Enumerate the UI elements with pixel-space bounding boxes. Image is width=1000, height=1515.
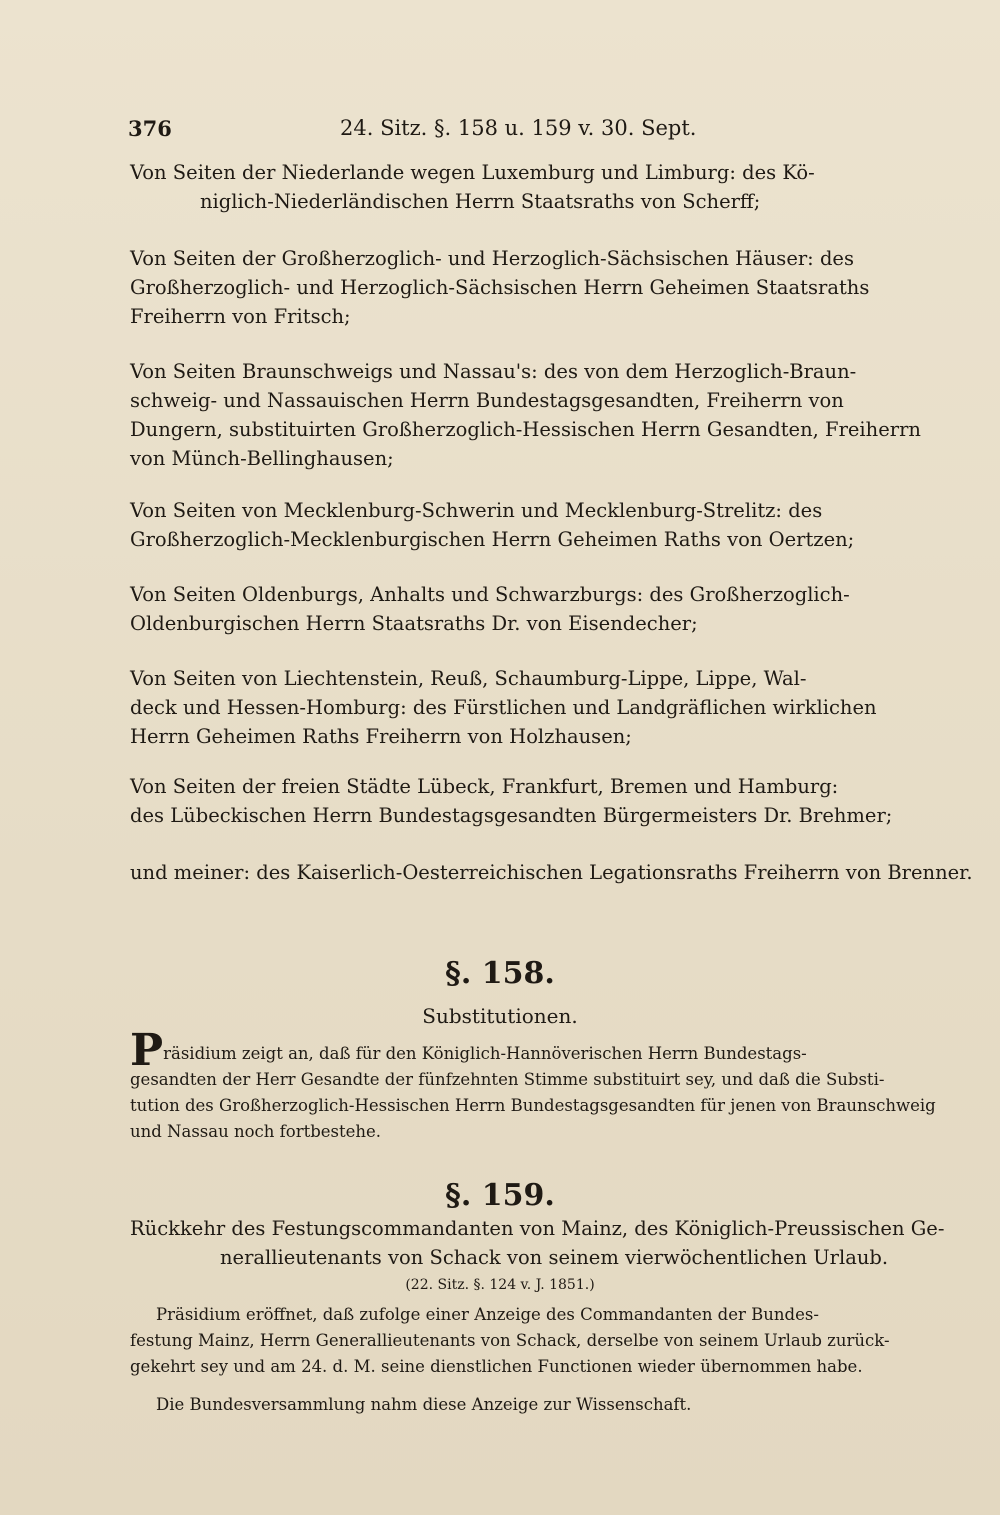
running-head: 24. Sitz. §. 158 u. 159 v. 30. Sept. bbox=[340, 116, 697, 140]
text-line: Von Seiten Braunschweigs und Nassau's: des von dem Herzoglich-Braun- bbox=[130, 360, 857, 383]
text-line: tution des Großherzoglich-Hessischen Herrn Bundestagsgesandten für jenen von Braunschweig bbox=[130, 1096, 936, 1115]
text-line: Großherzoglich-Mecklenburgischen Herrn Geheimen Raths von Oertzen; bbox=[130, 528, 855, 551]
text-line: Von Seiten der freien Städte Lübeck, Frankfurt, Bremen und Hamburg: bbox=[130, 775, 839, 798]
text-line: Die Bundesversammlung nahm diese Anzeige zur Wissenschaft. bbox=[156, 1395, 692, 1414]
text-line: deck und Hessen-Homburg: des Fürstlichen und Landgräflichen wirklichen bbox=[130, 696, 877, 719]
section-159-title bbox=[130, 1214, 945, 1272]
text-line: Freiherrn von Fritsch; bbox=[130, 305, 351, 328]
section-158-body bbox=[130, 1025, 936, 1145]
section-159-body bbox=[130, 1302, 906, 1380]
section-158-subtitle: Substitutionen. bbox=[422, 1004, 578, 1028]
text-line: schweig- und Nassauischen Herrn Bundestagsgesandten, Freiherrn von bbox=[130, 389, 844, 412]
section-159-heading: §. 159. bbox=[445, 1178, 555, 1213]
page-number: 376 bbox=[128, 116, 172, 141]
text-line: Herrn Geheimen Raths Freiherrn von Holzhausen; bbox=[130, 725, 632, 748]
section-158-heading: §. 158. bbox=[445, 956, 555, 991]
text-line: und Nassau noch fortbestehe. bbox=[130, 1122, 382, 1141]
text-line: festung Mainz, Herrn Generallieutenants von Schack, derselbe von seinem Urlaub zurück- bbox=[130, 1331, 890, 1350]
text-line: Großherzoglich- und Herzoglich-Sächsischen Herrn Geheimen Staatsraths bbox=[130, 276, 870, 299]
text-line: Oldenburgischen Herrn Staatsraths Dr. von Eisendecher; bbox=[130, 612, 698, 635]
paragraph-austria bbox=[130, 858, 973, 887]
text-line: Rückkehr des Festungscommandanten von Mainz, des Königlich-Preussischen Ge- bbox=[130, 1217, 945, 1240]
paragraph-oldenburg bbox=[130, 580, 906, 638]
text-line: niglich-Niederländischen Herrn Staatsraths von Scherff; bbox=[200, 190, 761, 213]
text-line: Präsidium eröffnet, daß zufolge einer Anzeige des Commandanten der Bundes- bbox=[156, 1305, 819, 1324]
text-line: Von Seiten von Liechtenstein, Reuß, Schaumburg-Lippe, Lippe, Wal- bbox=[130, 667, 807, 690]
text-line: nerallieutenants von Schack von seinem vierwöchentlichen Urlaub. bbox=[220, 1246, 889, 1269]
paragraph-free-cities bbox=[130, 772, 906, 830]
paragraph-saxon-houses bbox=[130, 244, 906, 331]
dropcap: P bbox=[130, 1025, 164, 1076]
paragraph-mecklenburg bbox=[130, 496, 906, 554]
section-159-closing bbox=[130, 1392, 906, 1418]
section-159-reference: (22. Sitz. §. 124 v. J. 1851.) bbox=[405, 1277, 595, 1293]
text-line: gekehrt sey und am 24. d. M. seine dienstlichen Functionen wieder übernommen habe. bbox=[130, 1357, 863, 1376]
text-line: des Lübeckischen Herrn Bundestagsgesandten Bürgermeisters Dr. Brehmer; bbox=[130, 804, 893, 827]
text-line: Von Seiten Oldenburgs, Anhalts und Schwarzburgs: des Großherzoglich- bbox=[130, 583, 850, 606]
paragraph-liechtenstein bbox=[130, 664, 906, 751]
paragraph-netherlands bbox=[130, 158, 906, 216]
text-line: räsidium zeigt an, daß für den Königlich-Hannöverischen Herrn Bundestags- bbox=[163, 1044, 807, 1063]
paragraph-braunschweig-nassau bbox=[130, 357, 921, 473]
text-line: Dungern, substituirten Großherzoglich-Hessischen Herrn Gesandten, Freiherrn bbox=[130, 418, 921, 441]
text-line: Von Seiten der Niederlande wegen Luxemburg und Limburg: des Kö- bbox=[130, 161, 815, 184]
text-line: von Münch-Bellinghausen; bbox=[130, 447, 394, 470]
page-header bbox=[128, 116, 908, 150]
text-line: Von Seiten der Großherzoglich- und Herzoglich-Sächsischen Häuser: des bbox=[130, 247, 854, 270]
text-line: gesandten der Herr Gesandte der fünfzehnten Stimme substituirt sey, und daß die Substi- bbox=[130, 1070, 885, 1089]
text-line: Von Seiten von Mecklenburg-Schwerin und Mecklenburg-Strelitz: des bbox=[130, 499, 823, 522]
text-line: und meiner: des Kaiserlich-Oesterreichischen Legationsraths Freiherrn von Brenner. bbox=[130, 861, 973, 884]
